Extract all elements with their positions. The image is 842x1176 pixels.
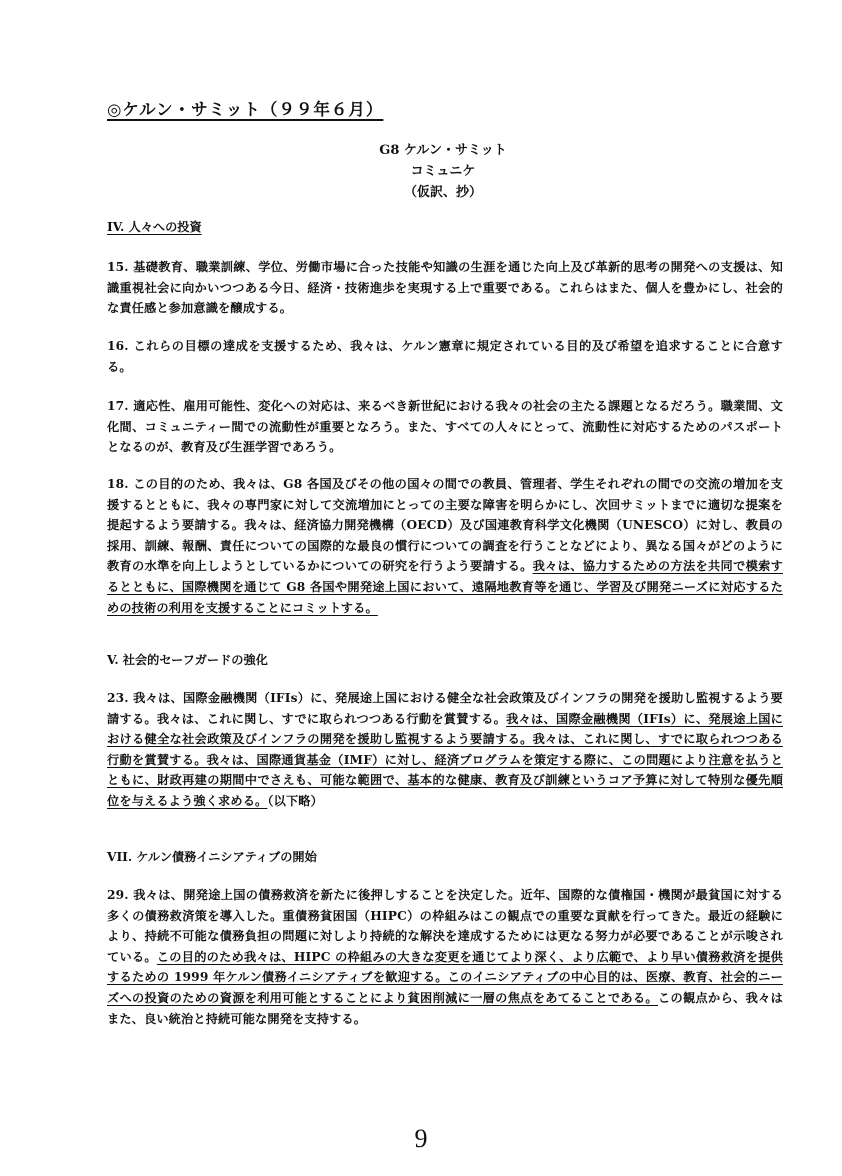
doc-title-line2: コミュニケ xyxy=(410,164,476,179)
paragraph-16: 16. これらの目標の達成を支援するため、我々は、ケルン憲章に規定されている目的及び希望を追求することに合意する。 xyxy=(107,339,783,374)
doc-title-block xyxy=(0,140,842,203)
section-heading-5: V. 社会的セーフガードの強化 xyxy=(107,653,268,667)
paragraph-18 xyxy=(107,474,783,618)
section-heading-7: VII. ケルン債務イニシアティブの開始 xyxy=(107,850,317,864)
page-heading: ◎ケルン・サミット（９９年６月） xyxy=(107,100,384,119)
paragraph-29-text: 29. 我々は、開発途上国の債務救済を新たに後押しすることを決定した。近年、国際的な債権国・機関が最貧国に対する多くの債務救済策を導入した。重債務貧困国（HIPC）の枠組みはこの観点での重要な貢献を行ってきた。最近の経験により、持続不可能な債務負担の問題に対しより持続的な解決を達成するためには更なる努力が必要であることが示唆されている。 xyxy=(107,888,783,964)
paragraph-29-closing: この観点から、我々はまた、良い統治と持続可能な開発を支持する。 xyxy=(107,990,784,1026)
paragraph-23-text: 23. 我々は、国際金融機関（IFIs）に、発展途上国における健全な社会政策及びインフラの開発を援助し監視するよう要請する。我々は、これに関し、すでに取られつつある行動を賞賛する。 xyxy=(107,691,783,726)
paragraph-18-text: 18. この目的のため、我々は、G8 各国及びその他の国々の間での教員、管理者、学生それぞれの間での交流の増加を支援するとともに、我々の専門家に対して交流増加にとっての主要な障害を明らかにし、次回サミットまでに適切な提案を提起するよう要請する。我々は、経済協力開発機構（OECD）及び国連教育科学文化機関（UNESCO）に対し、教員の採用、訓練、報酬、責任についての国際的な最良の慣行についての調査を行うことなどにより、異なる国々がどのように教育の水準を向上しようとしているかについての研究を行うよう要請する。 xyxy=(107,477,783,574)
paragraph-17: 17. 適応性、雇用可能性、変化への対応は、来るべき新世紀における我々の社会の主たる課題となるだろう。職業間、文化間、コミュニティー間での流動性が重要となろう。また、すべての人々にとって、流動性に対応するためのパスポートとなるのが、教育及び生涯学習であろう。 xyxy=(107,399,783,455)
paragraph-29 xyxy=(107,885,783,1029)
paragraph-29-underlined: この目的のため我々は、HIPC の枠組みの大きな変更を通じてより深く、より広範で、より早い債務救済を提供するための 1999 年ケルン債務イニシアティブを歓迎する。このイニシアティブの中心目的は、医療、教育、社会的ニーズへの投資のための資源を利用可能とすることにより貧困削減に一層の焦点をあてることである。 xyxy=(107,949,783,1005)
section-heading-4: IV. 人々への投資 xyxy=(107,220,202,234)
paragraph-23-underlined: 我々は、国際金融機関（IFIs）に、発展途上国における健全な社会政策及びインフラの開発を援助し監視するよう要請する。我々は、これに関し、すでに取られつつある行動を賞賛する。我々は、国際通貨基金（IMF）に対し、経済プログラムを策定する際に、この問題により注意を払うとともに、財政再建の期間中でさえも、可能な範囲で、基本的な健康、教育及び訓練というコア予算に対して特別な優先順位を与えるよう強く求める。 xyxy=(107,711,784,808)
doc-title-line3: （仮訳、抄） xyxy=(403,185,482,200)
paragraph-15: 15. 基礎教育、職業訓練、学位、労働市場に合った技能や知識の生涯を通じた向上及び革新的思考の開発への支援は、知識重視社会に向かいつつある今日、経済・技術進歩を実現する上で重要である。これらはまた、個人を豊かにし、社会的な責任感と参加意識を醸成する。 xyxy=(107,260,783,316)
doc-title-line1: G8 ケルン・サミット xyxy=(379,143,507,158)
paragraph-18-underlined: 我々は、協力するための方法を共同で模索するとともに、国際機関を通じて G8 各国や開発途上国において、遠隔地教育等を通じ、学習及び開発ニーズに対応するための技術の利用を支援することにコミットする。 xyxy=(107,559,783,615)
page-number: 9 xyxy=(414,1124,428,1153)
paragraph-23-omitted: （以下略） xyxy=(267,793,323,808)
paragraph-23 xyxy=(107,688,783,812)
